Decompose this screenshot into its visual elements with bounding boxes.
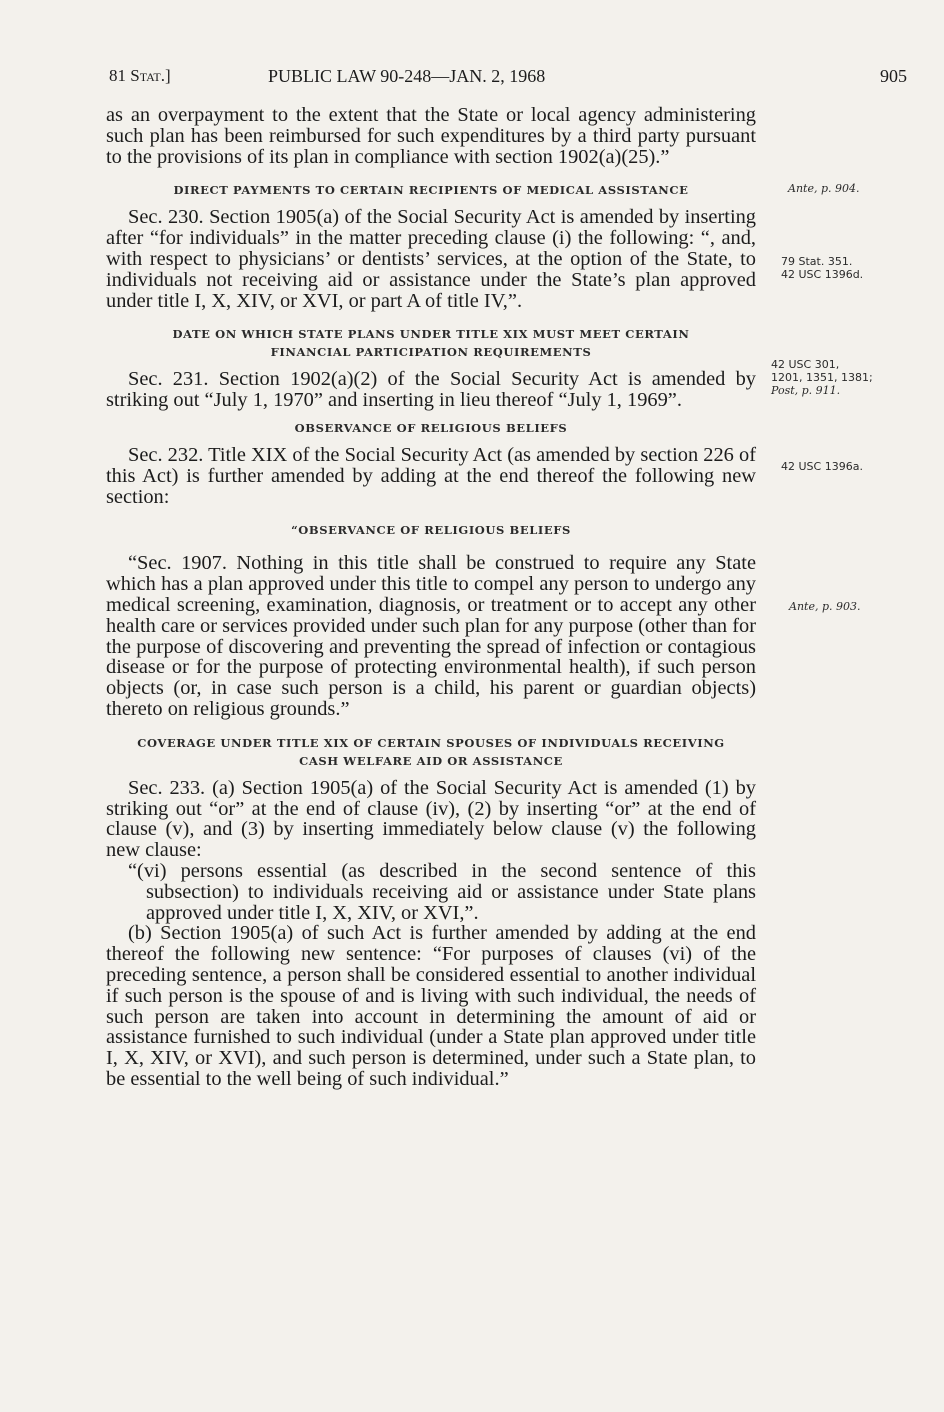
margin-note-ante-904: Ante, p. 904. bbox=[788, 182, 860, 195]
section-233-b: (b) Section 1905(a) of such Act is further amended by adding at the end thereof the following new sentence: “For purposes of clauses (vi) of the preceding sentence, a person shall be considered essential to another individual if such person is the spouse of and is living with such individual, the needs of such person are taken into account in determining the amount of aid or assistance furnished to such individual (under a State plan approved under title I, X, XIV, or XVI), and such person is determined, under such a State plan, to be essential to the well being of such individual.” bbox=[106, 922, 756, 1090]
section-1907: “Sec. 1907. Nothing in this title shall be construed to require any State which has a plan approved under this title to compel any person to undergo any medical screening, examination, diagnosis, or treatment or to accept any other health care or services provided under such plan for any purpose (other than for the purpose of discovering and preventing the spread of infection or contagious disease or for the purpose of protecting environmental health), if such person objects (or, in case such person is a child, his parent or guardian objects) thereto on religious grounds.” bbox=[106, 552, 756, 720]
section-230: Sec. 230. Section 1905(a) of the Social Security Act is amended by inserting after “for individuals” in the matter preceding clause (i) the following: “, and, with respect to physicians’ or dentists’ services, at the option of the State, to individuals not receiving aid or assistance under the State’s plan approved under title I, X, XIV, or XVI, or part A of title IV,”. bbox=[106, 206, 756, 312]
margin-note-sec-230: 79 Stat. 351. 42 USC 1396d. bbox=[781, 255, 864, 281]
clause-vi: “(vi) persons essential (as described in the second sentence of this subsection) to individuals receiving aid or assistance under State plans approved under title I, X, XIV, or XVI,”. bbox=[128, 859, 756, 924]
margin-note-usc-301: 42 USC 301, 1201, 1351, 1381; Post, p. 911. bbox=[771, 358, 873, 397]
section-heading-231-line2: FINANCIAL PARTICIPATION REQUIREMENTS bbox=[270, 345, 592, 360]
section-232: Sec. 232. Title XIX of the Social Security Act (as amended by section 226 of this Act) is further amended by adding at the end thereof the following new section: bbox=[106, 443, 756, 508]
section-heading-232: OBSERVANCE OF RELIGIOUS BELIEFS bbox=[294, 420, 568, 435]
margin-note-ante-903: Ante, p. 903. bbox=[789, 600, 861, 613]
section-heading-1907: “OBSERVANCE OF RELIGIOUS BELIEFS bbox=[291, 523, 571, 538]
statute-volume: 81 Stat.] bbox=[109, 66, 171, 85]
margin-note-usc-1396a: 42 USC 1396a. bbox=[781, 460, 863, 473]
section-heading-233-line1: COVERAGE UNDER TITLE XIX OF CERTAIN SPOUSES OF INDIVIDUALS RECEIVING bbox=[137, 735, 725, 750]
section-heading-233-line2: CASH WELFARE AID OR ASSISTANCE bbox=[299, 753, 563, 768]
section-heading-230: DIRECT PAYMENTS TO CERTAIN RECIPIENTS OF MEDICAL ASSISTANCE bbox=[173, 183, 689, 198]
page-number: 905 bbox=[880, 66, 907, 86]
section-233-a: Sec. 233. (a) Section 1905(a) of the Social Security Act is amended (1) by striking out “or” at the end of clause (iv), (2) by inserting “or” at the end of clause (v), and (3) by inserting immediately below clause (v) the following new clause: bbox=[106, 776, 756, 862]
section-231: Sec. 231. Section 1902(a)(2) of the Social Security Act is amended by striking out “July 1, 1970” and inserting in lieu thereof “July 1, 1969”. bbox=[106, 368, 756, 412]
section-heading-231-line1: DATE ON WHICH STATE PLANS UNDER TITLE XIX MUST MEET CERTAIN bbox=[172, 327, 690, 342]
paragraph-continuation: as an overpayment to the extent that the State or local agency administering such plan has been reimbursed for such expenditures by a third party pursuant to the provisions of its plan in compliance with section 1902(a)(25).” bbox=[106, 104, 756, 168]
running-title: PUBLIC LAW 90-248—JAN. 2, 1968 bbox=[268, 66, 546, 86]
text-column bbox=[106, 105, 756, 1090]
